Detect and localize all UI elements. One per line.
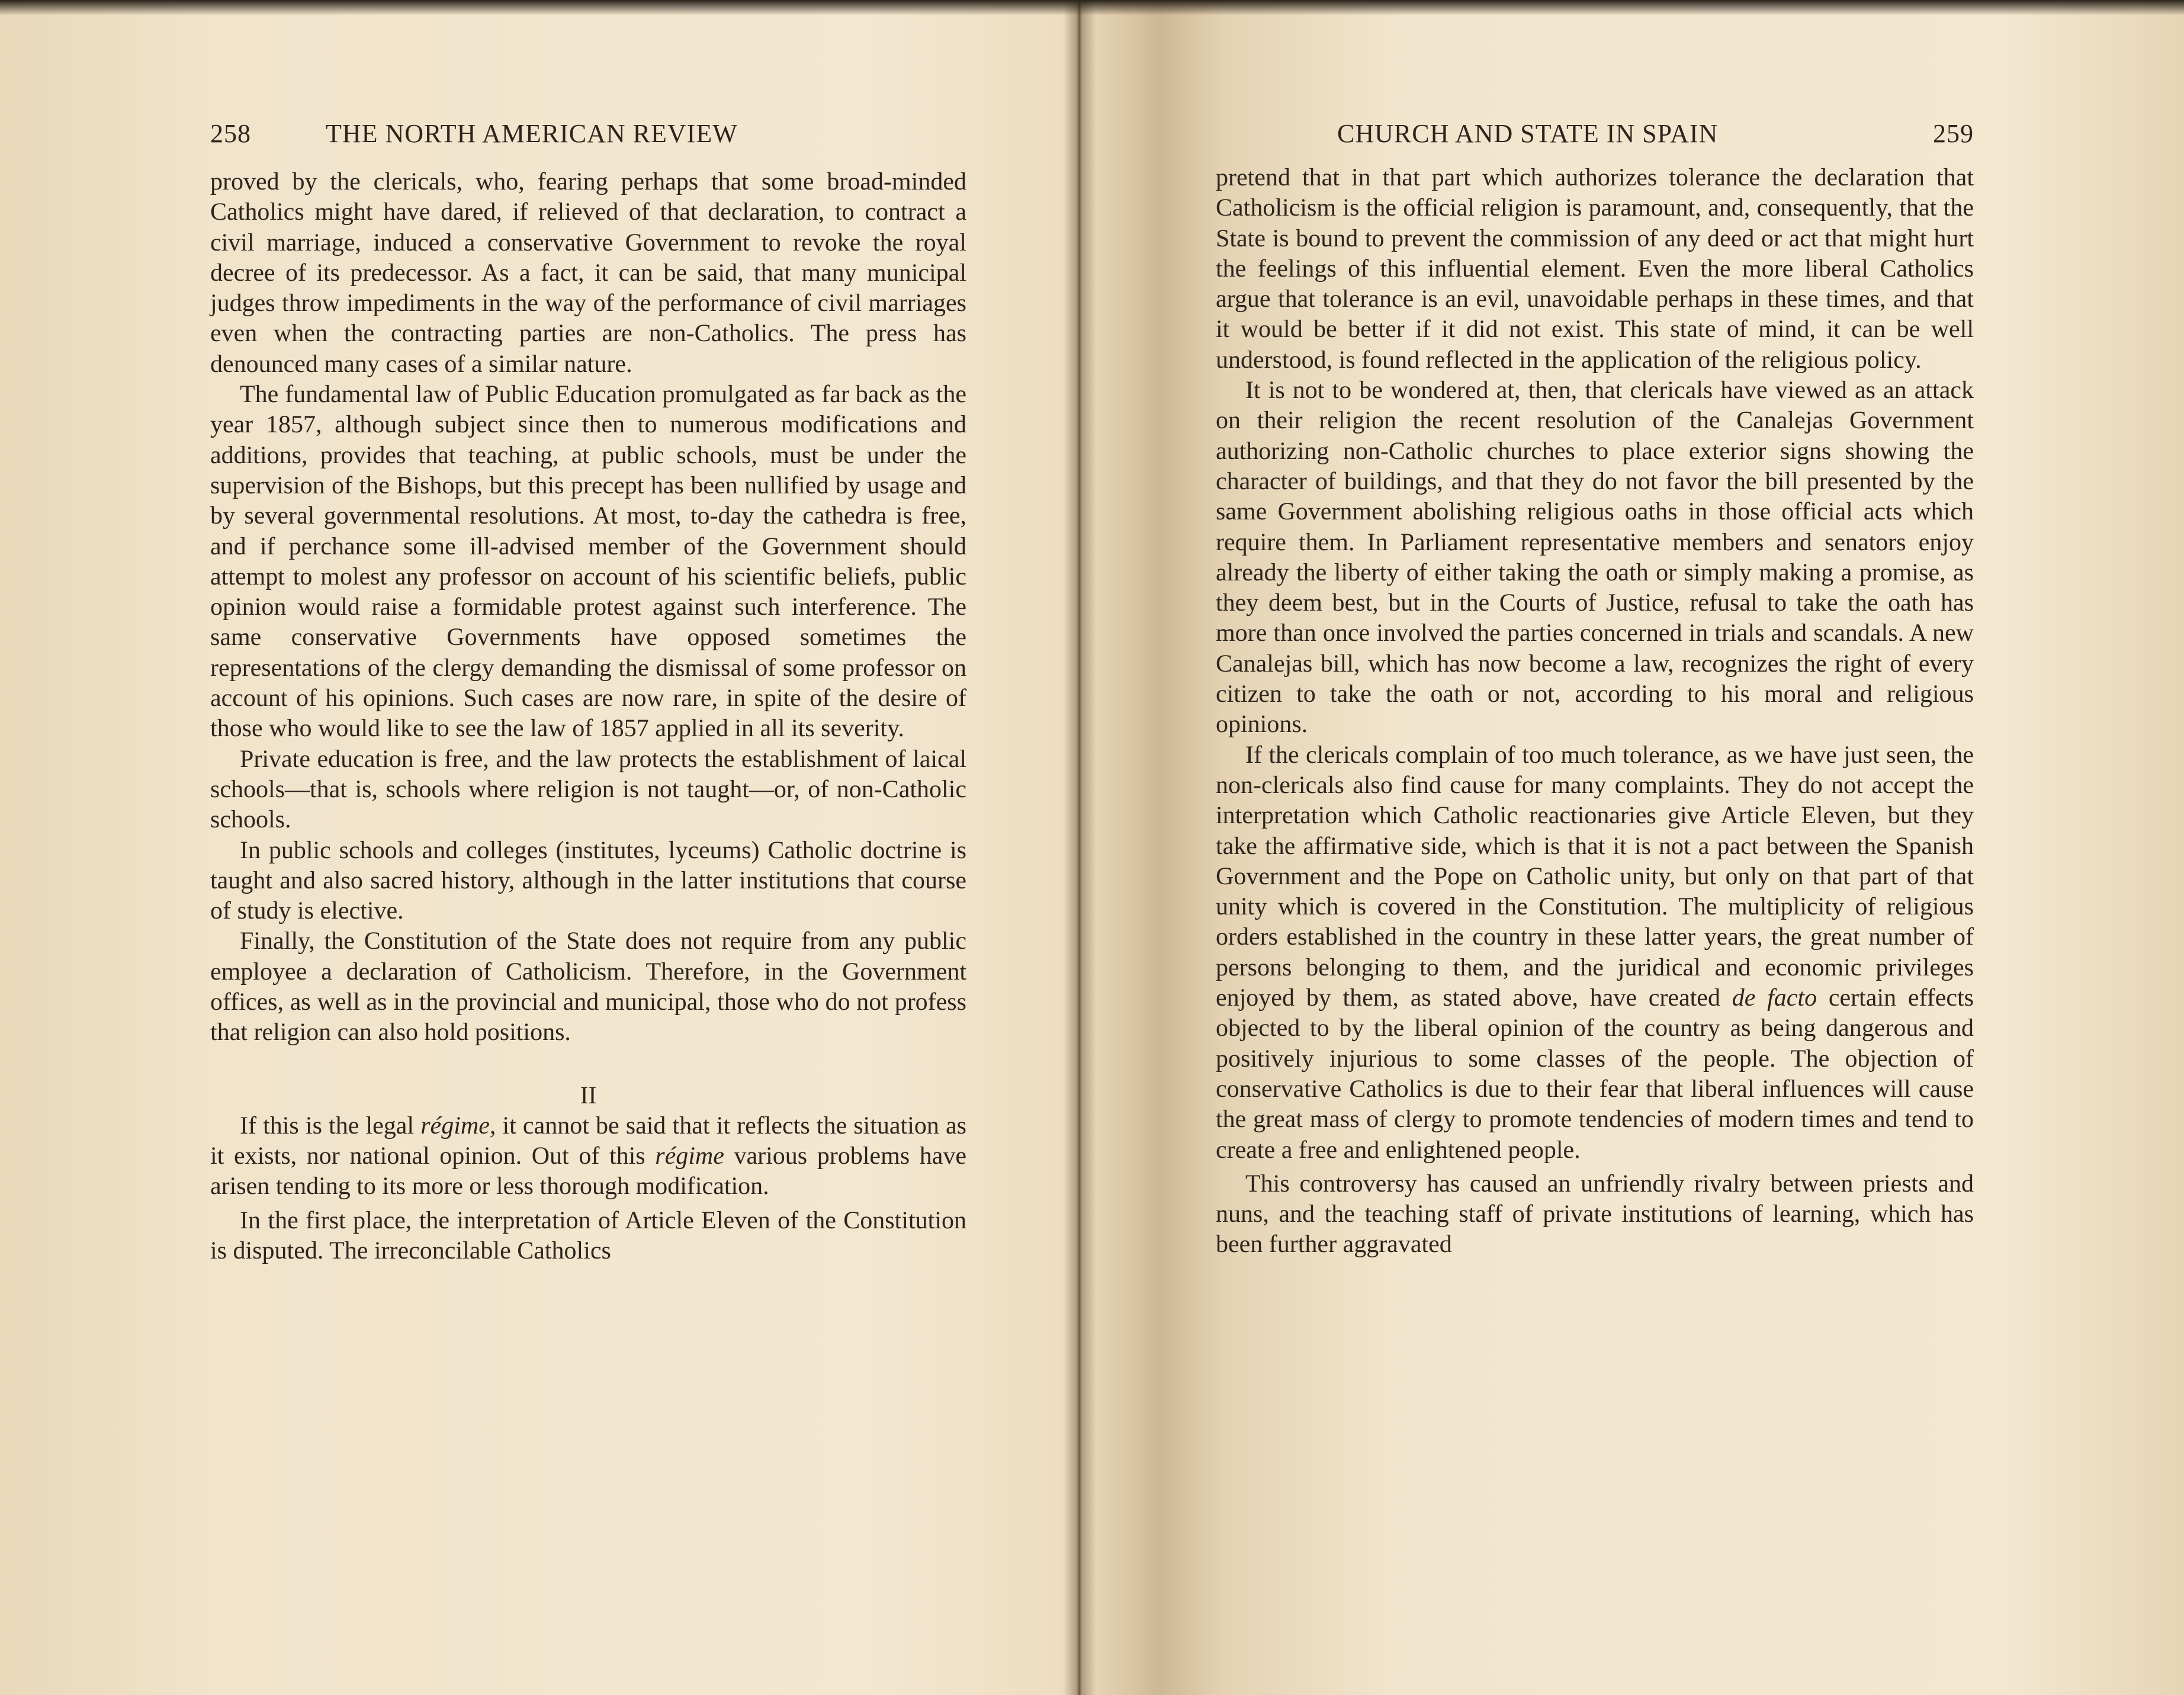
italic-term: régime, xyxy=(420,1112,496,1139)
paragraph xyxy=(1216,740,1974,1166)
paragraph: The fundamental law of Public Education promulgated as far back as the year 1857, although subject since then to numerous modifications and additions, provides that teaching, at public schools, must be under the supervision of the Bishops, but this precept has been nullified by usage and by several governmental resolutions. At most, to-day the cathedra is free, and if perchance some ill-advised member of the Government should attempt to molest any professor on account of his scientific beliefs, public opinion would raise a formidable protest against such interference. The same conservative Governments have opposed sometimes the representations of the clergy demanding the dismissal of some professor on account of his opinions. Such cases are now rare, in spite of the desire of those who would like to see the law of 1857 applied in all its severity. xyxy=(210,381,966,743)
left-running-head xyxy=(210,118,966,160)
left-page-body xyxy=(210,167,966,1266)
paragraph: In the first place, the interpretation of Article Eleven of the Constitution is disputed. The irreconcilable Catholics xyxy=(210,1206,966,1264)
right-running-head xyxy=(1216,118,1974,160)
paragraph xyxy=(210,1111,966,1202)
text-run: it cannot be said that it reflects the situation as it exists, nor national opinion. Out of this xyxy=(210,1112,966,1170)
italic-term: de facto xyxy=(1732,984,1817,1012)
text-run: certain effects objected to by the liberal opinion of the country as being dangerous and positively injurious to some classes of the people. The objection of conservative Catholics is due to their fear that liberal influences will cause the great mass of clergy to promote tendencies of modern times and tend to create a free and enlightened people. xyxy=(1216,984,1974,1164)
right-page xyxy=(1216,0,1974,1695)
paragraph: Finally, the Constitution of the State does not require from any public employee a declaration of Catholicism. Therefore, in the Government offices, as well as in the provincial and municipal, those who do not profess that religion can also hold positions. xyxy=(210,927,966,1046)
paragraph: This controversy has caused an unfriendly rivalry between priests and nuns, and the teaching staff of private institutions of learning, which has been further aggravated xyxy=(1216,1170,1974,1259)
paragraph: pretend that in that part which authorizes tolerance the declaration that Catholicism is the official religion is paramount, and, consequently, that the State is bound to prevent the commission of any deed or act that might hurt the feelings of this influential element. Even the more liberal Catholics argue that tolerance is an evil, unavoidable perhaps in these times, and that it would be better if it did not exist. This state of mind, it can be well understood, is found reflected in the application of the religious policy. xyxy=(1216,164,1974,374)
right-page-body xyxy=(1216,163,1974,1260)
right-page-number: 259 xyxy=(1933,119,1974,148)
paragraph: Private education is free, and the law protects the establishment of laical schools—that is, schools where religion is not taught—or, of non-Catholic schools. xyxy=(210,745,966,834)
text-run: If the clericals complain of too much tolerance, as we have just seen, the non-clericals also find cause for many complaints. They do not accept the interpretation which Catholic reactionaries give Article Eleven, but they take the affirmative side, which is that it is not a pact between the Spanish Government and the Pope on Catholic unity, but only on that part of that unity which is covered in the Constitution. The multiplicity of religious orders established in the country in these latter years, the great number of persons belonging to them, and the juridical and economic privileges enjoyed by them, as stated above, have created xyxy=(1216,741,1974,1012)
italic-term: régime xyxy=(655,1142,724,1170)
text-run: If this is the legal xyxy=(240,1112,421,1139)
book-gutter xyxy=(1063,0,1096,1695)
paragraph: In public schools and colleges (institutes, lyceums) Catholic doctrine is taught and also sacred history, although in the latter institutions that course of study is elective. xyxy=(210,836,966,925)
right-running-title: CHURCH AND STATE IN SPAIN xyxy=(1337,119,1719,148)
text-run: various problems have arisen tending to its more or less thorough modification. xyxy=(210,1142,966,1200)
paragraph: proved by the clericals, who, fearing perhaps that some broad-minded Catholics might have dared, if relieved of that declaration, to contract a civil marriage, induced a conservative Government to revoke the royal decree of its predecessor. As a fact, it can be said, that many municipal judges throw impediments in the way of the performance of civil marriages even when the contracting parties are non-Catholics. The press has denounced many cases of a similar nature. xyxy=(210,168,966,378)
paragraph: It is not to be wondered at, then, that clericals have viewed as an attack on their religion the recent resolution of the Canalejas Government authorizing non-Catholic churches to place exterior signs showing the character of buildings, and that they do not favor the bill presented by the same Government abolishing religious oaths in those official acts which require them. In Parliament representative members and senators enjoy already the liberty of either taking the oath or simply making a promise, as they deem best, but in the Courts of Justice, refusal to take the oath has more than once involved the parties concerned in trials and scandals. A new Canalejas bill, which has now become a law, recognizes the right of every citizen to take the oath or not, according to his moral and religious opinions. xyxy=(1216,377,1974,739)
section-numeral: II xyxy=(580,1081,597,1109)
left-running-title: THE NORTH AMERICAN REVIEW xyxy=(326,119,738,148)
left-page xyxy=(210,0,966,1695)
left-page-number: 258 xyxy=(210,119,251,148)
